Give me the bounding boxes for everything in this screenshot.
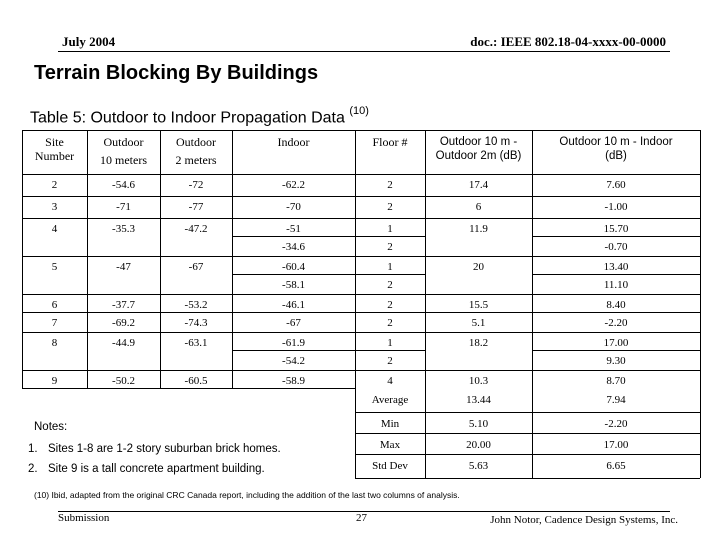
table-cell: -51: [286, 223, 301, 235]
stats-label: Std Dev: [372, 460, 408, 472]
table-cell: 10.3: [468, 375, 489, 387]
column-header-line: Outdoor 2m (dB): [435, 150, 522, 162]
note-2-text: Site 9 is a tall concrete apartment building.: [48, 463, 265, 475]
table-cell: -70: [286, 201, 301, 213]
table-cell: -72: [188, 179, 204, 191]
table-cell: 20: [473, 261, 484, 273]
table-cell: -35.3: [112, 223, 135, 235]
table-cell: -44.9: [112, 337, 135, 349]
column-header: [355, 135, 425, 149]
table-cell: -47.2: [184, 223, 208, 235]
row-divider: [232, 350, 425, 351]
row-divider: [532, 350, 700, 351]
table-cell: 8: [51, 337, 58, 349]
column-header: [87, 135, 160, 167]
table-cell: 2: [387, 317, 393, 329]
table-cell: 1: [387, 223, 393, 235]
table-caption: [30, 107, 369, 127]
stats-value: 7.94: [606, 394, 626, 406]
stats-label: Min: [380, 418, 400, 430]
row-divider: [22, 294, 700, 295]
table-cell: -69.2: [112, 317, 135, 329]
table-cell: -53.2: [184, 299, 208, 311]
table-cell: -67: [188, 261, 204, 273]
column-header-line: Outdoor: [176, 135, 216, 149]
table-cell: 4: [51, 223, 58, 235]
row-divider: [22, 256, 700, 257]
table-cell: 2: [387, 179, 393, 191]
table-caption-ref: (10): [349, 105, 369, 117]
table-cell: -47: [116, 261, 131, 273]
table-cell: -58.9: [282, 375, 305, 387]
table-cell: 8.70: [606, 375, 626, 387]
row-divider: [22, 196, 700, 197]
table-cell: 9: [51, 375, 58, 387]
table-cell: 2: [387, 201, 393, 213]
column-divider: [160, 130, 161, 388]
column-divider: [232, 130, 233, 388]
note-2-number: 2.: [28, 463, 38, 475]
column-header-line: Outdoor 10 m -: [439, 136, 518, 148]
table-cell: 3: [51, 201, 58, 213]
stats-divider: [355, 412, 700, 413]
table-cell: 7.60: [606, 179, 626, 191]
table-cell: 13.40: [603, 261, 629, 273]
table-cell: 15.70: [603, 223, 629, 235]
table-cell: -50.2: [112, 375, 135, 387]
row-divider: [22, 218, 700, 219]
row-divider: [232, 236, 425, 237]
column-header-line: Site: [45, 135, 64, 149]
table-cell: -34.6: [282, 241, 305, 253]
row-divider: [232, 274, 425, 275]
table-cell: -58.1: [282, 279, 305, 291]
table-cell: 17.4: [468, 179, 489, 191]
stats-divider: [355, 433, 700, 434]
table-cell: -0.70: [604, 241, 628, 253]
table-top-border: [22, 130, 700, 131]
table-cell: -54.2: [282, 355, 305, 367]
column-divider: [532, 130, 533, 478]
column-divider: [87, 130, 88, 388]
row-divider: [532, 236, 700, 237]
table-caption-text: Table 5: Outdoor to Indoor Propagation Data: [30, 109, 345, 127]
column-header-line: Floor #: [372, 135, 408, 149]
row-divider: [22, 370, 700, 371]
table-cell: 17.00: [603, 337, 629, 349]
table-cell: 4: [387, 375, 393, 387]
table-cell: -2.20: [604, 317, 628, 329]
table-cell: 18.2: [468, 337, 489, 349]
slide-title: Terrain Blocking By Buildings: [34, 62, 319, 84]
column-header-line: 10 meters: [100, 153, 147, 167]
footer-page-number: 27: [356, 512, 367, 524]
table-cell: 5.1: [471, 317, 486, 329]
stats-value: 17.00: [603, 439, 629, 451]
table-header-border: [22, 174, 700, 175]
notes-heading: Notes:: [34, 421, 68, 433]
table-cell: -61.9: [282, 337, 305, 349]
table-cell: -74.3: [184, 317, 208, 329]
column-divider: [700, 130, 701, 478]
stats-divider: [355, 478, 700, 479]
note-1-text: Sites 1-8 are 1-2 story suburban brick homes.: [48, 443, 281, 455]
column-header: [425, 135, 532, 163]
footer-author: John Notor, Cadence Design Systems, Inc.: [490, 514, 678, 526]
table-cell: -60.4: [282, 261, 305, 273]
table-cell: -71: [116, 201, 131, 213]
stats-value: -2.20: [604, 418, 628, 430]
table-cell: 2: [51, 179, 58, 191]
stats-value: 13.44: [466, 394, 491, 406]
table-cell: 5: [51, 261, 58, 273]
note-1-number: 1.: [28, 443, 38, 455]
column-header: [160, 135, 232, 167]
column-header-line: Number: [34, 149, 75, 163]
row-divider: [22, 332, 700, 333]
table-cell: 2: [387, 355, 393, 367]
table-cell: -37.7: [112, 299, 135, 311]
column-header-line: Outdoor: [103, 135, 144, 149]
stats-divider: [355, 454, 700, 455]
column-header: [532, 135, 700, 163]
table-cell: -62.2: [282, 179, 305, 191]
table-cell: 2: [387, 241, 393, 253]
column-header: [22, 135, 87, 163]
stats-value: 6.65: [606, 460, 626, 472]
table-cell: -63.1: [184, 337, 208, 349]
footer-submission: Submission: [58, 512, 110, 524]
table-cell: -77: [188, 201, 204, 213]
column-header: [232, 135, 355, 149]
table-bottom-border: [22, 388, 355, 389]
row-divider: [22, 312, 700, 313]
table-cell: -67: [286, 317, 301, 329]
table-cell: 1: [387, 261, 393, 273]
table-cell: 15.5: [468, 299, 489, 311]
column-header-line: Indoor: [277, 135, 310, 149]
row-divider: [532, 274, 700, 275]
table-cell: -54.6: [112, 179, 135, 191]
table-cell: -60.5: [184, 375, 208, 387]
footnote: (10) Ibid, adapted from the original CRC Canada report, including the addition of the last two columns of analysis.: [34, 490, 460, 500]
column-header-line: (dB): [605, 150, 627, 162]
column-divider: [425, 130, 426, 478]
stats-label: Max: [379, 439, 401, 451]
header-doc-id: doc.: IEEE 802.18-04-xxxx-00-0000: [470, 34, 666, 49]
table-cell: 11.9: [469, 223, 488, 235]
header-divider: [58, 51, 670, 52]
stats-value: 5.10: [468, 418, 489, 430]
header-date: July 2004: [62, 34, 116, 49]
column-header-line: 2 meters: [175, 153, 217, 167]
column-divider: [22, 130, 23, 388]
column-header-line: Outdoor 10 m - Indoor: [559, 136, 673, 148]
table-cell: -46.1: [282, 299, 305, 311]
table-cell: 7: [51, 317, 58, 329]
stats-value: 5.63: [468, 460, 489, 472]
table-cell: 2: [387, 299, 393, 311]
table-cell: 2: [387, 279, 393, 291]
stats-value: 20.00: [466, 439, 491, 451]
table-cell: 1: [387, 337, 393, 349]
table-cell: -1.00: [604, 201, 628, 213]
table-cell: 6: [51, 299, 58, 311]
column-divider: [355, 130, 356, 478]
table-cell: 6: [475, 201, 482, 213]
table-cell: 9.30: [606, 355, 626, 367]
table-cell: 11.10: [603, 279, 629, 291]
table-cell: 8.40: [606, 299, 626, 311]
stats-label: Average: [371, 394, 409, 406]
